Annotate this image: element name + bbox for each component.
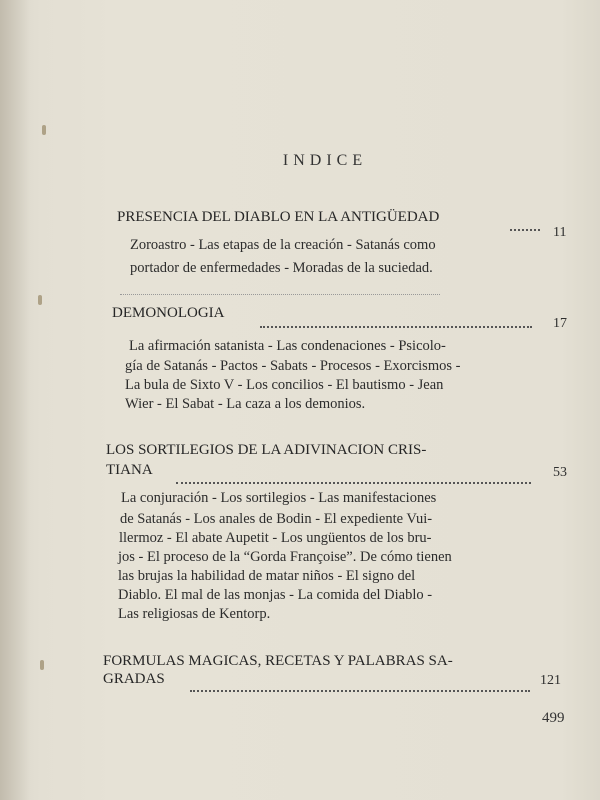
- entry-heading: LOS SORTILEGIOS DE LA ADIVINACION CRIS-: [106, 442, 427, 458]
- entry-heading: DEMONOLOGIA: [112, 305, 225, 321]
- binding-mark: [42, 125, 46, 135]
- entry-page-number: 53: [553, 465, 567, 480]
- index-title: INDICE: [282, 152, 368, 169]
- entry-description-line: Las religiosas de Kentorp.: [118, 606, 271, 622]
- entry-heading: FORMULAS MAGICAS, RECETAS Y PALABRAS SA-: [103, 653, 453, 669]
- folio-page-number: 499: [542, 710, 565, 726]
- entry-description-line: llermoz - El abate Aupetit - Los ungüentos de los bru-: [119, 530, 432, 546]
- entry-description-line: de Satanás - Los anales de Bodin - El expediente Vui-: [120, 511, 433, 527]
- entry-description-line: La conjuración - Los sortilegios - Las manifestaciones: [121, 490, 437, 506]
- entry-description-line: portador de enfermedades - Moradas de la suciedad.: [130, 260, 433, 276]
- entry-heading: PRESENCIA DEL DIABLO EN LA ANTIGÜEDAD: [117, 209, 440, 225]
- binding-mark: [40, 660, 44, 670]
- entry-description-line: las brujas la habilidad de matar niños - El signo del: [118, 568, 416, 584]
- entry-description-line: Zoroastro - Las etapas de la creación - Satanás como: [130, 237, 436, 253]
- entry-page-number: 121: [540, 673, 561, 688]
- entry-heading: TIANA: [106, 462, 153, 478]
- gutter-shadow: [0, 0, 30, 800]
- entry-description-line: Wier - El Sabat - La caza a los demonios.: [125, 396, 366, 412]
- entry-description-line: jos - El proceso de la “Gorda Françoise”. De cómo tienen: [118, 549, 452, 565]
- entry-page-number: 17: [553, 316, 567, 331]
- binding-mark: [38, 295, 42, 305]
- dot-leader: [260, 316, 532, 328]
- entry-description-line: La bula de Sixto V - Los concilios - El bautismo - Jean: [125, 377, 444, 393]
- entry-page-number: 11: [553, 225, 567, 240]
- dot-leader: [176, 472, 531, 484]
- entry-description-line: La afirmación satanista - Las condenaciones - Psicolo-: [129, 338, 446, 354]
- divider: [120, 294, 440, 295]
- entry-heading: GRADAS: [103, 671, 165, 687]
- entry-description-line: gía de Satanás - Pactos - Sabats - Procesos - Exorcismos -: [125, 358, 461, 374]
- entry-description-line: Diablo. El mal de las monjas - La comida del Diablo -: [118, 587, 433, 603]
- dot-leader: [510, 219, 540, 231]
- dot-leader: [190, 680, 530, 692]
